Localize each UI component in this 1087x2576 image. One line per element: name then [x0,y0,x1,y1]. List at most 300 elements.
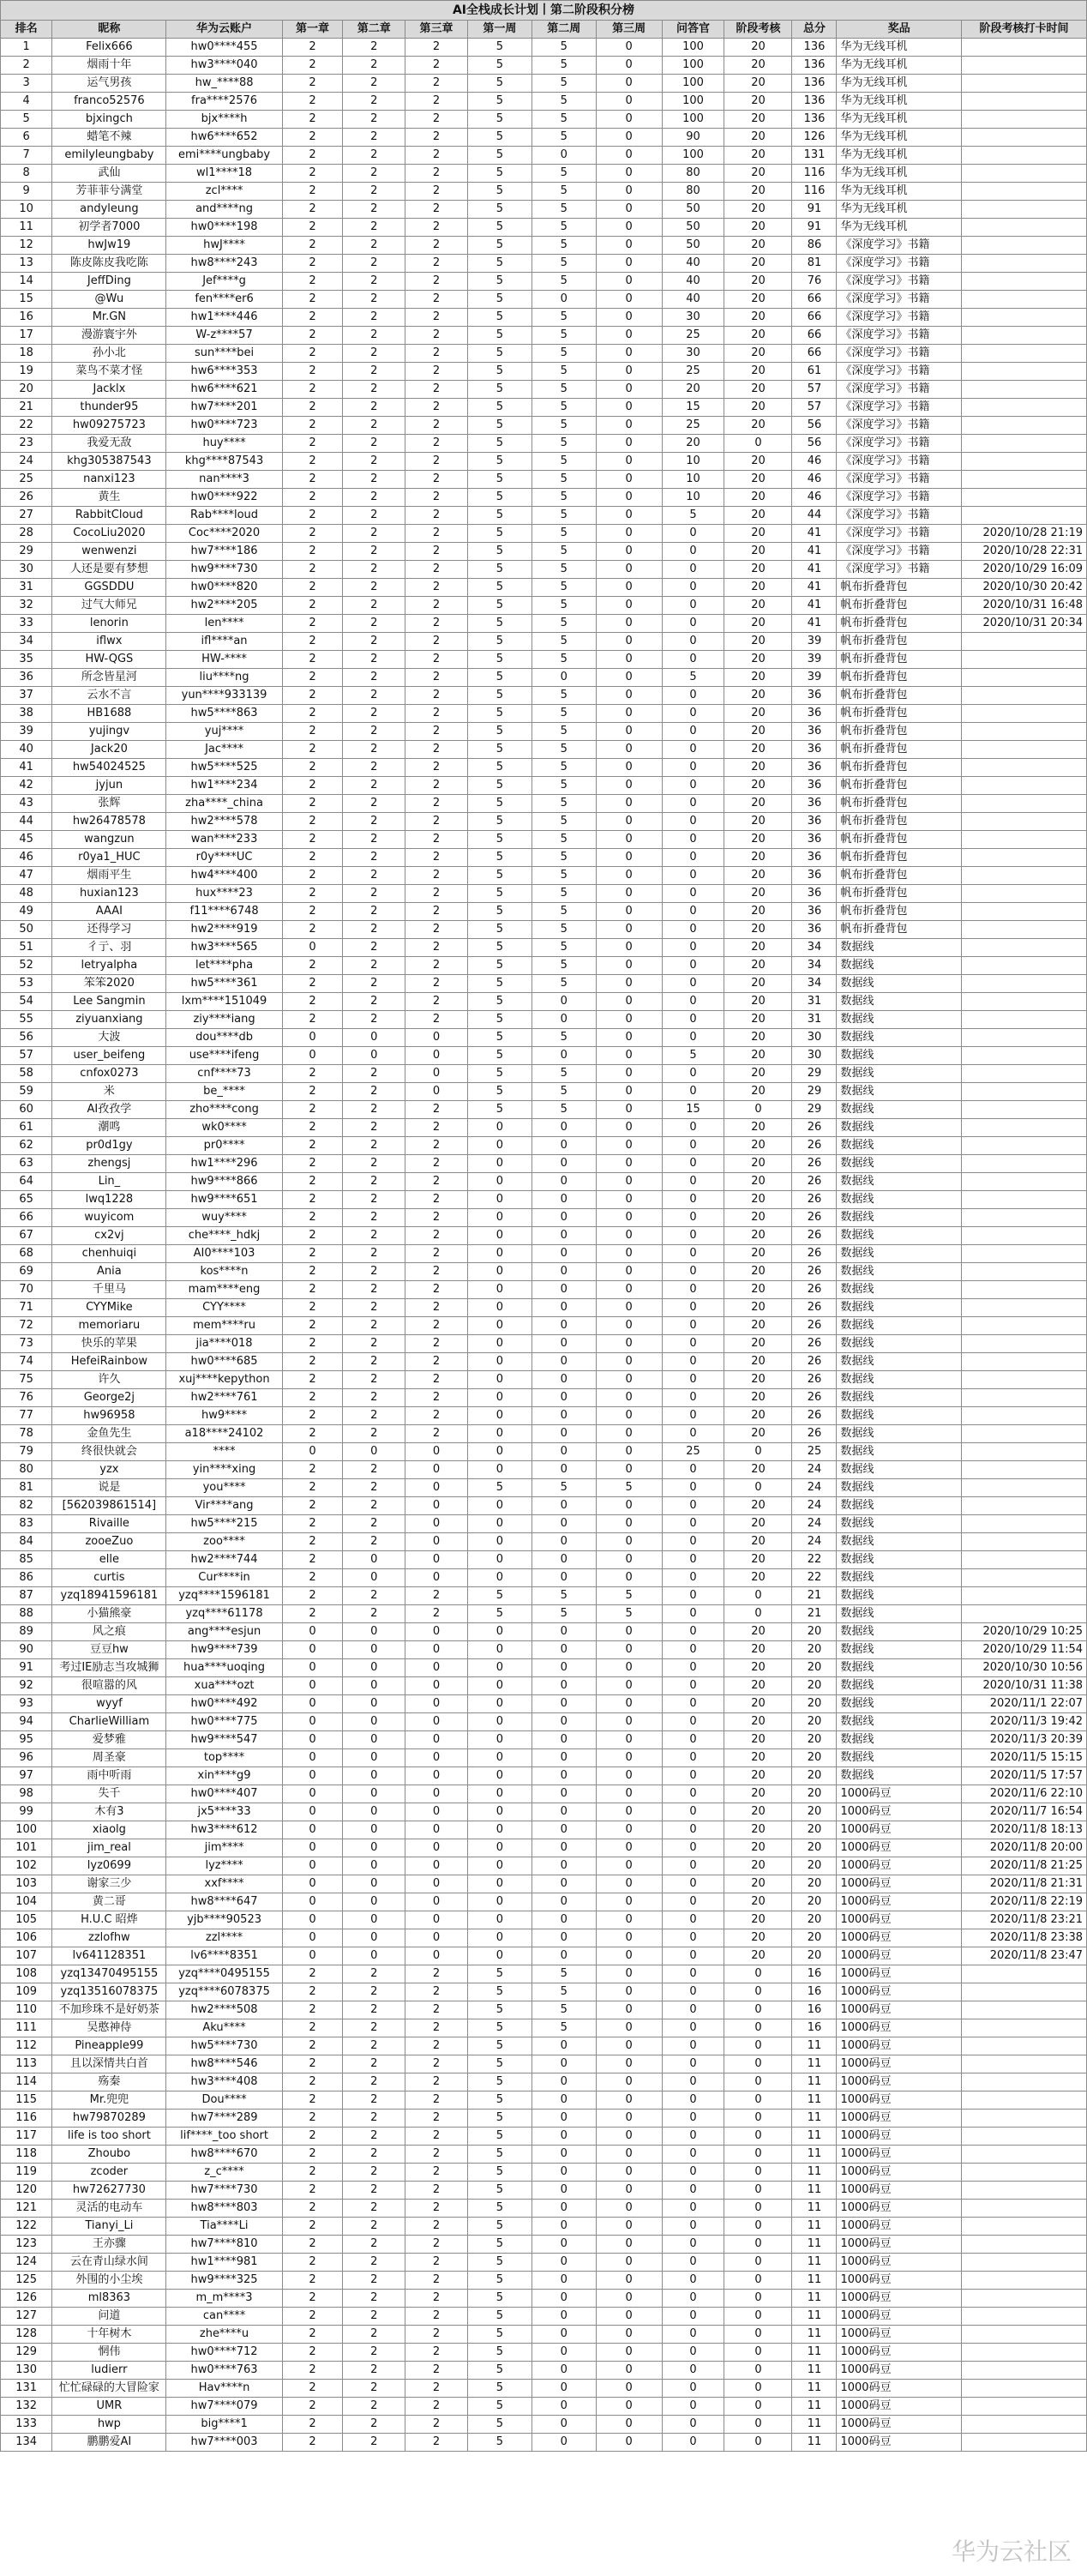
cell-qa-officer: 0 [662,2146,724,2164]
cell-account: len**** [166,615,282,633]
cell-week-1: 5 [467,507,531,525]
cell-account: Hav****n [166,2380,282,2398]
cell-qa-officer: 20 [662,435,724,453]
cell-total: 36 [792,777,837,795]
cell-stage-exam: 20 [724,507,792,525]
table-row [1,1209,1087,1227]
cell-checkin-time [962,759,1087,777]
cell-week-1: 5 [467,435,531,453]
cell-total: 41 [792,525,837,543]
cell-chapter-1: 2 [282,1011,343,1029]
cell-total: 34 [792,939,837,957]
cell-chapter-3: 2 [405,921,468,939]
cell-qa-officer: 0 [662,1659,724,1677]
cell-checkin-time [962,1371,1087,1389]
cell-nickname: CocoLiu2020 [52,525,166,543]
cell-stage-exam: 20 [724,1281,792,1299]
cell-total: 16 [792,2019,837,2037]
cell-week-3: 0 [596,111,662,129]
cell-chapter-2: 2 [343,2200,405,2218]
cell-week-1: 5 [467,93,531,111]
cell-chapter-1: 2 [282,1965,343,1983]
cell-nickname: UMR [52,2398,166,2416]
cell-stage-exam: 0 [724,2146,792,2164]
cell-week-1: 5 [467,2091,531,2110]
cell-prize: 数据线 [837,1569,962,1587]
cell-rank: 22 [1,417,52,435]
cell-chapter-3: 0 [405,1731,468,1749]
cell-chapter-1: 2 [282,777,343,795]
cell-chapter-2: 2 [343,57,405,75]
cell-chapter-3: 2 [405,975,468,993]
cell-account: hw8****243 [166,255,282,273]
cell-chapter-2: 2 [343,1605,405,1623]
cell-prize: 《深度学习》书籍 [837,255,962,273]
cell-stage-exam: 20 [724,309,792,327]
cell-week-1: 0 [467,1173,531,1191]
cell-rank: 14 [1,273,52,291]
cell-chapter-1: 0 [282,1839,343,1857]
cell-total: 26 [792,1245,837,1263]
table-row [1,2254,1087,2272]
cell-qa-officer: 0 [662,1011,724,1029]
cell-account: hw7****810 [166,2236,282,2254]
cell-account: hw6****652 [166,129,282,147]
cell-account: hw4****400 [166,867,282,885]
cell-week-1: 5 [467,975,531,993]
cell-chapter-3: 2 [405,1227,468,1245]
cell-checkin-time [962,651,1087,669]
cell-chapter-2: 2 [343,1371,405,1389]
cell-account: Tia****Li [166,2218,282,2236]
cell-week-1: 0 [467,1911,531,1929]
cell-qa-officer: 0 [662,741,724,759]
cell-stage-exam: 20 [724,201,792,219]
cell-rank: 57 [1,1047,52,1065]
cell-week-3: 0 [596,1785,662,1803]
cell-checkin-time [962,507,1087,525]
cell-nickname: JeffDing [52,273,166,291]
cell-checkin-time [962,1137,1087,1155]
cell-week-3: 0 [596,993,662,1011]
cell-week-3: 0 [596,2073,662,2091]
table-row [1,669,1087,687]
cell-prize: 数据线 [837,939,962,957]
cell-prize: 1000码豆 [837,2218,962,2236]
cell-total: 46 [792,471,837,489]
cell-chapter-2: 2 [343,1227,405,1245]
cell-checkin-time [962,2236,1087,2254]
cell-stage-exam: 20 [724,327,792,345]
cell-stage-exam: 20 [724,1209,792,1227]
cell-chapter-3: 2 [405,903,468,921]
cell-account: sun****bei [166,345,282,363]
cell-week-3: 0 [596,2182,662,2200]
cell-chapter-2: 0 [343,1569,405,1587]
cell-week-3: 0 [596,831,662,849]
cell-chapter-3: 0 [405,1677,468,1695]
cell-stage-exam: 20 [724,813,792,831]
cell-week-2: 5 [531,579,596,597]
cell-total: 20 [792,1875,837,1893]
cell-week-1: 0 [467,1695,531,1713]
cell-total: 57 [792,381,837,399]
cell-chapter-2: 2 [343,2344,405,2362]
cell-account: zzl**** [166,1929,282,1947]
cell-prize: 1000码豆 [837,2182,962,2200]
table-row [1,777,1087,795]
cell-checkin-time [962,1353,1087,1371]
cell-prize: 数据线 [837,1371,962,1389]
cell-prize: 《深度学习》书籍 [837,453,962,471]
cell-checkin-time [962,2037,1087,2055]
cell-qa-officer: 0 [662,1497,724,1515]
cell-rank: 13 [1,255,52,273]
cell-chapter-1: 2 [282,2236,343,2254]
cell-week-1: 5 [467,471,531,489]
cell-checkin-time: 2020/11/8 22:19 [962,1893,1087,1911]
cell-nickname: thunder95 [52,399,166,417]
cell-account: **** [166,1443,282,1461]
cell-chapter-3: 2 [405,417,468,435]
cell-prize: 1000码豆 [837,1893,962,1911]
cell-rank: 81 [1,1479,52,1497]
cell-chapter-2: 2 [343,309,405,327]
cell-week-2: 0 [531,1875,596,1893]
cell-prize: 1000码豆 [837,2326,962,2344]
cell-week-3: 0 [596,2019,662,2037]
cell-total: 11 [792,2308,837,2326]
cell-chapter-2: 0 [343,1731,405,1749]
cell-week-3: 0 [596,741,662,759]
cell-nickname: HW-QGS [52,651,166,669]
cell-week-3: 0 [596,1389,662,1407]
cell-nickname: 大波 [52,1029,166,1047]
table-row [1,1299,1087,1317]
cell-chapter-2: 2 [343,597,405,615]
cell-week-1: 0 [467,1227,531,1245]
cell-chapter-3: 2 [405,2236,468,2254]
cell-week-2: 5 [531,1101,596,1119]
cell-chapter-3: 2 [405,687,468,705]
cell-chapter-1: 2 [282,2308,343,2326]
cell-chapter-2: 2 [343,273,405,291]
cell-week-1: 5 [467,993,531,1011]
cell-nickname: 灵活的电动车 [52,2200,166,2218]
cell-week-3: 0 [596,183,662,201]
table-row [1,1605,1087,1623]
cell-week-1: 0 [467,1839,531,1857]
cell-chapter-1: 2 [282,1479,343,1497]
cell-rank: 35 [1,651,52,669]
cell-account: hw7****289 [166,2110,282,2128]
cell-checkin-time [962,291,1087,309]
cell-chapter-1: 2 [282,1569,343,1587]
cell-checkin-time [962,2146,1087,2164]
cell-checkin-time [962,957,1087,975]
cell-total: 26 [792,1263,837,1281]
header-week-3: 第三周 [596,21,662,39]
cell-checkin-time [962,993,1087,1011]
cell-rank: 64 [1,1173,52,1191]
cell-qa-officer: 30 [662,345,724,363]
cell-chapter-3: 0 [405,1533,468,1551]
cell-stage-exam: 20 [724,1515,792,1533]
cell-rank: 7 [1,147,52,165]
cell-prize: 华为无线耳机 [837,129,962,147]
cell-week-2: 0 [531,1677,596,1695]
cell-total: 91 [792,219,837,237]
table-row [1,1425,1087,1443]
cell-chapter-3: 2 [405,2164,468,2182]
cell-prize: 帆布折叠背包 [837,903,962,921]
cell-chapter-3: 2 [405,723,468,741]
cell-chapter-2: 2 [343,345,405,363]
cell-rank: 118 [1,2146,52,2164]
cell-chapter-2: 2 [343,1389,405,1407]
cell-checkin-time [962,453,1087,471]
cell-week-3: 0 [596,723,662,741]
cell-nickname: Lin_ [52,1173,166,1191]
cell-rank: 120 [1,2182,52,2200]
cell-qa-officer: 0 [662,597,724,615]
cell-chapter-1: 2 [282,1299,343,1317]
cell-total: 29 [792,1083,837,1101]
cell-chapter-1: 2 [282,651,343,669]
cell-chapter-3: 2 [405,615,468,633]
cell-prize: 1000码豆 [837,1839,962,1857]
cell-prize: 帆布折叠背包 [837,885,962,903]
cell-chapter-2: 2 [343,2434,405,2452]
cell-week-1: 5 [467,2218,531,2236]
cell-stage-exam: 20 [724,1299,792,1317]
cell-rank: 3 [1,75,52,93]
table-row [1,2128,1087,2146]
cell-stage-exam: 20 [724,723,792,741]
cell-qa-officer: 0 [662,1677,724,1695]
cell-checkin-time: 2020/10/29 10:25 [962,1623,1087,1641]
cell-week-2: 5 [531,921,596,939]
cell-prize: 帆布折叠背包 [837,579,962,597]
cell-total: 131 [792,147,837,165]
watermark: 华为云社区 [951,2537,1072,2566]
cell-nickname: hwp [52,2416,166,2434]
cell-week-3: 0 [596,1371,662,1389]
cell-week-1: 5 [467,1029,531,1047]
cell-account: you**** [166,1479,282,1497]
cell-week-3: 0 [596,1803,662,1821]
cell-account: hw7****201 [166,399,282,417]
table-row [1,1641,1087,1659]
cell-nickname: xiaolg [52,1821,166,1839]
cell-chapter-3: 2 [405,2037,468,2055]
cell-total: 91 [792,201,837,219]
cell-week-3: 0 [596,1965,662,1983]
cell-stage-exam: 20 [724,1191,792,1209]
cell-chapter-2: 2 [343,1191,405,1209]
cell-nickname: 风之痕 [52,1623,166,1641]
cell-stage-exam: 20 [724,849,792,867]
cell-chapter-1: 0 [282,1731,343,1749]
cell-total: 20 [792,1641,837,1659]
table-row [1,1785,1087,1803]
cell-qa-officer: 10 [662,489,724,507]
cell-chapter-3: 0 [405,1065,468,1083]
cell-account: hw5****361 [166,975,282,993]
cell-stage-exam: 0 [724,2055,792,2073]
table-row [1,633,1087,651]
cell-total: 26 [792,1407,837,1425]
cell-checkin-time [962,1245,1087,1263]
table-row [1,831,1087,849]
cell-chapter-2: 0 [343,1659,405,1677]
table-row [1,1461,1087,1479]
cell-chapter-3: 2 [405,1209,468,1227]
cell-rank: 4 [1,93,52,111]
cell-checkin-time [962,1029,1087,1047]
cell-week-3: 0 [596,2236,662,2254]
cell-week-2: 0 [531,2055,596,2073]
table-row [1,327,1087,345]
cell-chapter-2: 2 [343,2110,405,2128]
cell-week-2: 0 [531,1047,596,1065]
table-row [1,849,1087,867]
cell-chapter-1: 2 [282,2001,343,2019]
cell-chapter-1: 2 [282,453,343,471]
cell-qa-officer: 15 [662,1101,724,1119]
cell-nickname: wuyicom [52,1209,166,1227]
cell-week-3: 0 [596,687,662,705]
cell-chapter-1: 2 [282,489,343,507]
cell-week-2: 5 [531,237,596,255]
cell-chapter-1: 2 [282,2200,343,2218]
cell-week-2: 0 [531,1803,596,1821]
cell-week-1: 0 [467,1677,531,1695]
table-row [1,2200,1087,2218]
cell-week-3: 0 [596,1317,662,1335]
cell-account: zcl**** [166,183,282,201]
cell-checkin-time [962,1011,1087,1029]
cell-total: 26 [792,1371,837,1389]
cell-week-2: 5 [531,831,596,849]
cell-nickname: AI孜孜学 [52,1101,166,1119]
cell-chapter-1: 2 [282,2416,343,2434]
cell-total: 136 [792,75,837,93]
cell-nickname: 过气大师兄 [52,597,166,615]
cell-week-1: 0 [467,1155,531,1173]
cell-prize: 《深度学习》书籍 [837,435,962,453]
cell-stage-exam: 0 [724,2019,792,2037]
cell-week-1: 5 [467,165,531,183]
cell-chapter-3: 2 [405,57,468,75]
cell-total: 11 [792,2272,837,2290]
cell-prize: 1000码豆 [837,2164,962,2182]
cell-chapter-2: 2 [343,2055,405,2073]
cell-chapter-2: 2 [343,2362,405,2380]
cell-total: 20 [792,1659,837,1677]
cell-stage-exam: 20 [724,1137,792,1155]
cell-account: HW-**** [166,651,282,669]
cell-chapter-1: 0 [282,1047,343,1065]
cell-rank: 54 [1,993,52,1011]
cell-total: 24 [792,1515,837,1533]
cell-week-3: 0 [596,399,662,417]
cell-week-1: 5 [467,669,531,687]
cell-rank: 90 [1,1641,52,1659]
cell-chapter-1: 2 [282,741,343,759]
cell-chapter-2: 2 [343,615,405,633]
cell-qa-officer: 0 [662,1407,724,1425]
cell-chapter-2: 2 [343,2326,405,2344]
cell-chapter-1: 2 [282,309,343,327]
table-row [1,111,1087,129]
cell-chapter-2: 2 [343,327,405,345]
cell-nickname: bjxingch [52,111,166,129]
cell-week-3: 0 [596,2326,662,2344]
cell-week-2: 0 [531,1209,596,1227]
cell-rank: 134 [1,2434,52,2452]
cell-qa-officer: 0 [662,1155,724,1173]
table-row [1,2001,1087,2019]
cell-account: hw0****492 [166,1695,282,1713]
cell-prize: 数据线 [837,1191,962,1209]
cell-nickname: 所念皆星河 [52,669,166,687]
cell-checkin-time [962,471,1087,489]
cell-checkin-time: 2020/11/6 22:10 [962,1785,1087,1803]
cell-week-3: 0 [596,75,662,93]
cell-chapter-3: 2 [405,1983,468,2001]
cell-qa-officer: 0 [662,831,724,849]
cell-nickname: lwq1228 [52,1191,166,1209]
cell-week-2: 0 [531,1443,596,1461]
cell-week-2: 0 [531,1515,596,1533]
cell-chapter-3: 2 [405,1335,468,1353]
cell-qa-officer: 0 [662,651,724,669]
cell-chapter-1: 2 [282,1137,343,1155]
table-row [1,1101,1087,1119]
cell-chapter-1: 2 [282,273,343,291]
cell-account: hw9**** [166,1407,282,1425]
cell-stage-exam: 0 [724,2380,792,2398]
cell-checkin-time [962,2308,1087,2326]
cell-chapter-1: 2 [282,507,343,525]
cell-qa-officer: 40 [662,255,724,273]
cell-chapter-3: 0 [405,1893,468,1911]
cell-stage-exam: 0 [724,2434,792,2452]
cell-checkin-time [962,795,1087,813]
cell-chapter-3: 2 [405,831,468,849]
cell-nickname: 云在青山绿水间 [52,2254,166,2272]
cell-week-1: 0 [467,1335,531,1353]
cell-qa-officer: 0 [662,579,724,597]
table-row [1,1965,1087,1983]
cell-checkin-time: 2020/11/8 21:31 [962,1875,1087,1893]
table-row [1,561,1087,579]
cell-chapter-1: 0 [282,1947,343,1965]
cell-week-3: 0 [596,759,662,777]
cell-week-3: 0 [596,147,662,165]
cell-total: 31 [792,1011,837,1029]
cell-week-1: 0 [467,1767,531,1785]
cell-week-1: 5 [467,237,531,255]
cell-week-3: 0 [596,1749,662,1767]
cell-chapter-2: 2 [343,183,405,201]
cell-week-3: 0 [596,669,662,687]
table-row [1,597,1087,615]
table-row [1,939,1087,957]
cell-account: hw5****215 [166,1515,282,1533]
cell-qa-officer: 80 [662,183,724,201]
